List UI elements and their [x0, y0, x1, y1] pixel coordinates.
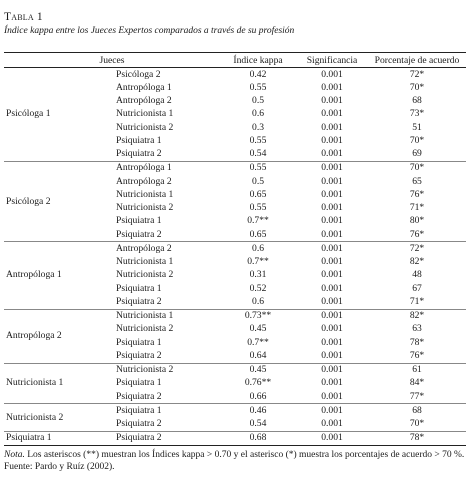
agreement-cell: 69 [412, 148, 422, 160]
kappa-cell: 0.52 [249, 282, 267, 294]
agreement-cell: 76* [409, 228, 425, 240]
significance-cell: 0.001 [321, 108, 343, 120]
compared-judge-cell: Psiquiatra 2 [116, 148, 162, 160]
judge-group-label: Psicóloga 2 [4, 161, 114, 242]
kappa-cell: 0.7** [247, 215, 269, 227]
header-kappa: Índice kappa [220, 53, 296, 68]
judge-group-label: Antropóloga 2 [4, 309, 114, 363]
agreement-cell: 82* [368, 309, 466, 323]
agreement-cell: 73* [409, 108, 425, 120]
compared-judge-cell: Nutricionista 2 [116, 269, 174, 281]
significance-cell: 0.001 [321, 81, 343, 93]
compared-judge-cell: Antropóloga 2 [116, 175, 172, 187]
significance-cell: 0.001 [321, 256, 343, 268]
compared-judge-cell: Psiquiatra 2 [114, 431, 220, 445]
kappa-cell: 0.46 [220, 404, 296, 418]
kappa-cell: 0.65 [249, 188, 267, 200]
judge-group-label: Psiquiatra 1 [4, 431, 114, 445]
kappa-cell: 0.45 [249, 323, 267, 335]
judge-group-label: Nutricionista 2 [4, 404, 114, 432]
table-row [4, 309, 466, 323]
agreement-cell: 72* [368, 68, 466, 82]
table-row [4, 363, 466, 377]
agreement-cell: 76* [409, 188, 425, 200]
compared-judge-cell: Antropóloga 2 [114, 242, 220, 256]
agreement-cell: 68 [368, 404, 466, 418]
compared-judge-cell: Psiquiatra 1 [116, 336, 162, 348]
agreement-cell: 70* [409, 81, 425, 93]
compared-judge-cell: Antropóloga 2 [116, 95, 172, 107]
significance-cell: 0.001 [321, 95, 343, 107]
kappa-table [4, 52, 466, 446]
table-source: Fuente: Pardo y Ruíz (2002). [4, 462, 115, 472]
compared-judge-cell: Nutricionista 1 [116, 256, 174, 268]
agreement-cell: 78* [368, 431, 466, 445]
kappa-cell: 0.5 [252, 175, 265, 187]
significance-cell: 0.001 [321, 228, 343, 240]
compared-judge-cell: Nutricionista 2 [116, 202, 174, 214]
compared-judge-cell: Psiquiatra 2 [116, 228, 162, 240]
kappa-cell: 0.42 [220, 68, 296, 82]
judge-group-label: Psicóloga 1 [4, 68, 114, 162]
agreement-cell: 51 [412, 121, 422, 133]
kappa-cell: 0.54 [249, 148, 267, 160]
compared-judge-cell: Nutricionista 2 [116, 121, 174, 133]
significance-cell: 0.001 [321, 269, 343, 281]
significance-cell: 0.001 [321, 295, 343, 307]
agreement-cell: 71* [409, 202, 425, 214]
kappa-cell: 0.45 [220, 363, 296, 377]
header-agreement: Porcentaje de acuerdo [368, 53, 466, 68]
agreement-cell: 71* [409, 295, 425, 307]
significance-cell: 0.001 [321, 134, 343, 146]
kappa-cell: 0.7** [247, 336, 269, 348]
note-label: Nota. [4, 450, 25, 460]
table-caption: Índice kappa entre los Jueces Expertos comparados a través de su profesión [4, 26, 295, 36]
agreement-cell: 77* [409, 390, 425, 402]
compared-judge-cell: Nutricionista 1 [116, 188, 174, 200]
table-row [4, 431, 466, 445]
header-significance: Significancia [296, 53, 368, 68]
kappa-cell: 0.55 [249, 134, 267, 146]
kappa-cell: 0.5 [252, 95, 265, 107]
significance-cell: 0.001 [321, 148, 343, 160]
kappa-cell: 0.6 [252, 108, 265, 120]
kappa-cell: 0.76** [244, 377, 272, 389]
table-row [4, 68, 466, 82]
compared-judge-cell: Antropóloga 1 [114, 161, 220, 175]
agreement-cell: 70* [368, 161, 466, 175]
agreement-cell: 63 [412, 323, 422, 335]
kappa-cell: 0.64 [249, 349, 267, 361]
compared-judge-cell: Psiquiatra 1 [116, 377, 162, 389]
agreement-cell: 65 [412, 175, 422, 187]
compared-judge-cell: Nutricionista 1 [116, 108, 174, 120]
compared-judge-cell: Psiquiatra 1 [116, 134, 162, 146]
kappa-cell: 0.55 [249, 202, 267, 214]
kappa-cell: 0.68 [220, 431, 296, 445]
agreement-cell: 70* [409, 418, 425, 430]
significance-cell: 0.001 [321, 175, 343, 187]
compared-judge-cell: Psiquiatra 1 [114, 404, 220, 418]
significance-cell: 0.001 [321, 336, 343, 348]
kappa-cell: 0.6 [220, 242, 296, 256]
significance-cell: 0.001 [321, 418, 343, 430]
compared-judge-cell: Psiquiatra 2 [116, 418, 162, 430]
significance-cell: 0.001 [296, 242, 368, 256]
header-judges: Jueces [4, 53, 220, 68]
compared-judge-cell: Antropóloga 1 [116, 81, 172, 93]
significance-cell: 0.001 [321, 215, 343, 227]
kappa-cell: 0.6 [252, 295, 265, 307]
compared-judge-cell: Psiquiatra 1 [116, 282, 162, 294]
table-row [4, 404, 466, 418]
compared-judge-cell: Psiquiatra 2 [116, 390, 162, 402]
significance-cell: 0.001 [321, 282, 343, 294]
significance-cell: 0.001 [296, 309, 368, 323]
significance-cell: 0.001 [321, 188, 343, 200]
agreement-cell: 76* [409, 349, 425, 361]
agreement-cell: 68 [412, 95, 422, 107]
agreement-cell: 48 [412, 269, 422, 281]
significance-cell: 0.001 [296, 161, 368, 175]
agreement-cell: 84* [409, 377, 425, 389]
significance-cell: 0.001 [321, 121, 343, 133]
significance-cell: 0.001 [296, 431, 368, 445]
compared-judge-cell: Nutricionista 1 [114, 309, 220, 323]
significance-cell: 0.001 [296, 68, 368, 82]
agreement-cell: 80* [409, 215, 425, 227]
significance-cell: 0.001 [296, 363, 368, 377]
table-label: Tabla 1 [4, 11, 43, 23]
kappa-cell: 0.54 [249, 418, 267, 430]
judge-group-label: Nutricionista 1 [4, 363, 114, 404]
table-header-row [4, 53, 466, 68]
table-row [4, 242, 466, 256]
document-page [0, 10, 470, 484]
judge-group-label: Antropóloga 1 [4, 242, 114, 309]
kappa-cell: 0.31 [249, 269, 267, 281]
significance-cell: 0.001 [321, 390, 343, 402]
compared-judge-cell: Psiquiatra 1 [116, 215, 162, 227]
agreement-cell: 67 [412, 282, 422, 294]
significance-cell: 0.001 [321, 323, 343, 335]
kappa-cell: 0.3 [252, 121, 265, 133]
significance-cell: 0.001 [321, 349, 343, 361]
table-row [4, 161, 466, 175]
agreement-cell: 82* [409, 256, 425, 268]
compared-judge-cell: Nutricionista 2 [116, 323, 174, 335]
kappa-cell: 0.55 [249, 81, 267, 93]
table-body [4, 68, 466, 446]
kappa-cell: 0.66 [249, 390, 267, 402]
agreement-cell: 72* [368, 242, 466, 256]
kappa-cell: 0.7** [247, 256, 269, 268]
table-note [4, 449, 466, 461]
significance-cell: 0.001 [321, 377, 343, 389]
agreement-cell: 78* [409, 336, 425, 348]
compared-judge-cell: Nutricionista 2 [114, 363, 220, 377]
agreement-cell: 70* [409, 134, 425, 146]
agreement-cell: 61 [368, 363, 466, 377]
kappa-cell: 0.73** [220, 309, 296, 323]
compared-judge-cell: Psiquiatra 2 [116, 349, 162, 361]
significance-cell: 0.001 [296, 404, 368, 418]
note-text: Los asteriscos (**) muestran los Índices kappa > 0.70 y el asterisco (*) muestra los porcentajes de acuerdo > 70 %. [24, 450, 465, 460]
compared-judge-cell: Psicóloga 2 [114, 68, 220, 82]
kappa-cell: 0.55 [220, 161, 296, 175]
kappa-cell: 0.65 [249, 228, 267, 240]
significance-cell: 0.001 [321, 202, 343, 214]
compared-judge-cell: Psiquiatra 2 [116, 295, 162, 307]
